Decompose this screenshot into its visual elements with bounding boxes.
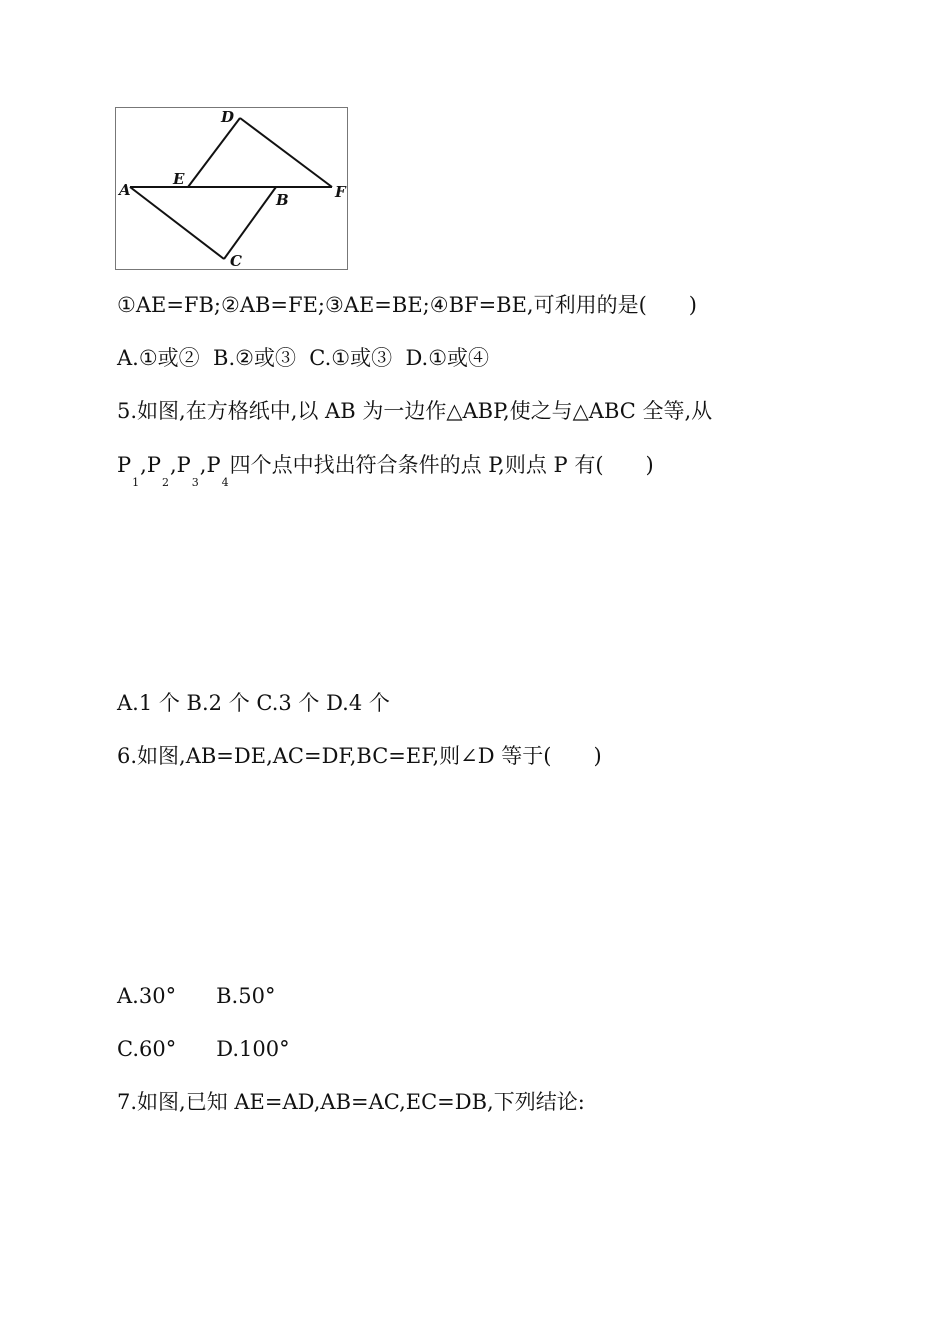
q6-options-row2 [117,1034,290,1064]
geometry-figure [115,107,348,270]
figure-svg [116,108,349,271]
label-f: F [335,183,346,201]
segment-ed [188,118,240,187]
q5-options: A.1 个 B.2 个 C.3 个 D.4 个 [117,691,390,715]
segment-cb [224,187,276,259]
q6-option-c: C.60° [117,1037,177,1061]
q6-option-a: A.30° [117,984,177,1008]
label-c: C [230,252,242,270]
q6-option-d: D.100° [216,1037,290,1061]
label-a: A [119,181,131,199]
label-e: E [173,170,185,188]
label-d: D [221,108,235,126]
segment-ac [130,187,224,259]
q5-stem-line1: 5.如图,在方格纸中,以 AB 为一边作△ABP,使之与△ABC 全等,从 [117,399,713,423]
q5-stem-line2: $P_1,P_2,P_3,P_4$四个点中找出符合条件的点 P,则点 P 有( ) [117,453,654,489]
q7-stem: 7.如图,已知 AE=AD,AB=AC,EC=DB,下列结论: [117,1090,585,1114]
q6-options-row1 [117,981,275,1011]
label-b: B [276,191,289,209]
segment-df [240,118,332,187]
q6-stem: 6.如图,AB=DE,AC=DF,BC=EF,则∠D 等于( ) [117,744,602,768]
q4-conditions: ①AE=FB;②AB=FE;③AE=BE;④BF=BE,可利用的是( ) [117,293,697,317]
q6-option-b: B.50° [216,984,276,1008]
q4-options: A.①或② B.②或③ C.①或③ D.①或④ [117,346,490,370]
